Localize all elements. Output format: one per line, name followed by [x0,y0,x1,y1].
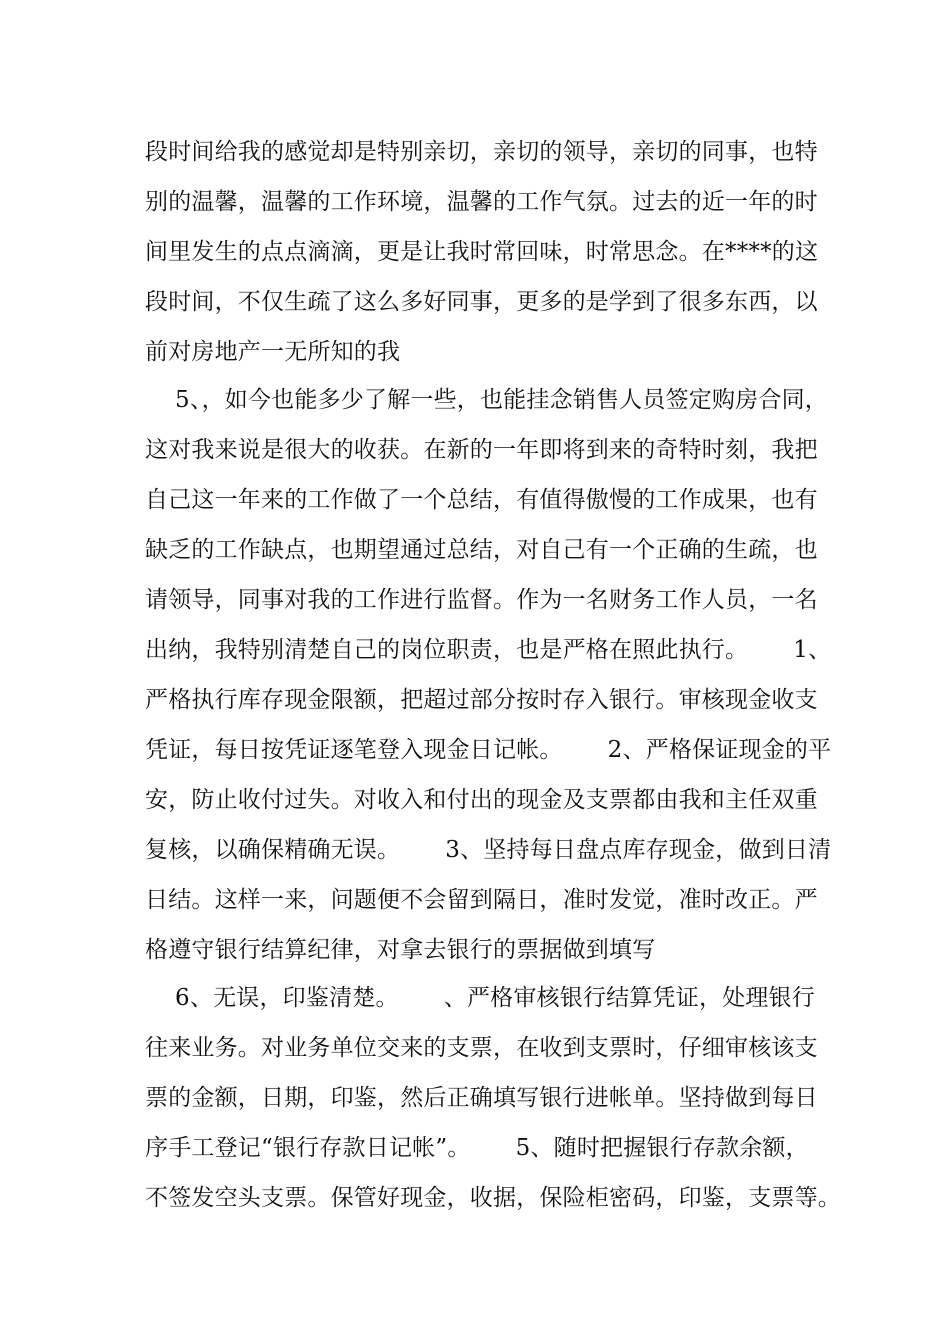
text-line: 自己这一年来的工作做了一个总结，有值得傲慢的工作成果，也有 [145,487,818,513]
text-line: 5、，如今也能多少了解一些，也能挂念销售人员签定购房合同， [145,387,828,413]
text-line: 段时间给我的感觉却是特别亲切，亲切的领导，亲切的同事，也特 [145,139,818,165]
text-line: 缺乏的工作缺点，也期望通过总结，对自己有一个正确的生疏，也 [145,537,818,563]
text-line: 不签发空头支票。保管好现金，收据，保险柜密码，印鉴，支票等。 [145,1185,841,1211]
text-line: 请领导，同事对我的工作进行监督。作为一名财务工作人员，一名 [145,587,818,613]
text-line: 凭证，每日按凭证逐笔登入现金日记帐。 2、严格保证现金的平 [145,737,832,763]
text-line: 日结。这样一来，问题便不会留到隔日，准时发觉，准时改正。严 [145,887,818,913]
text-line: 6、无误，印鉴清楚。 、严格审核银行结算凭证，处理银行 [145,985,815,1011]
text-line: 安，防止收付过失。对收入和付出的现金及支票都由我和主任双重 [145,787,818,813]
text-line: 段时间，不仅生疏了这么多好同事，更多的是学到了很多东西，以 [145,289,818,315]
text-line: 序手工登记“银行存款日记帐”。 5、随时把握银行存款余额， [145,1135,809,1161]
text-line: 前对房地产一无所知的我 [145,339,401,365]
text-line: 间里发生的点点滴滴，更是让我时常回味，时常思念。在****的这 [145,239,819,265]
text-line: 这对我来说是很大的收获。在新的一年即将到来的奇特时刻，我把 [145,437,818,463]
paragraph-3 [145,973,841,1223]
text-line: 格遵守银行结算纪律，对拿去银行的票据做到填写 [145,937,656,963]
text-line: 别的温馨，温馨的工作环境，温馨的工作气氛。过去的近一年的时 [145,189,818,215]
text-line: 严格执行库存现金限额，把超过部分按时存入银行。审核现金收支 [145,687,818,713]
text-line: 票的金额，日期，印鉴，然后正确填写银行进帐单。坚持做到每日 [145,1085,818,1111]
text-line: 出纳，我特别清楚自己的岗位职责，也是严格在照此执行。 1、 [145,637,832,663]
text-line: 往来业务。对业务单位交来的支票，在收到支票时，仔细审核该支 [145,1035,818,1061]
paragraph-2 [145,375,835,975]
paragraph-1 [145,127,835,377]
text-line: 复核，以确保精确无误。 3、坚持每日盘点库存现金，做到日清 [145,837,832,863]
